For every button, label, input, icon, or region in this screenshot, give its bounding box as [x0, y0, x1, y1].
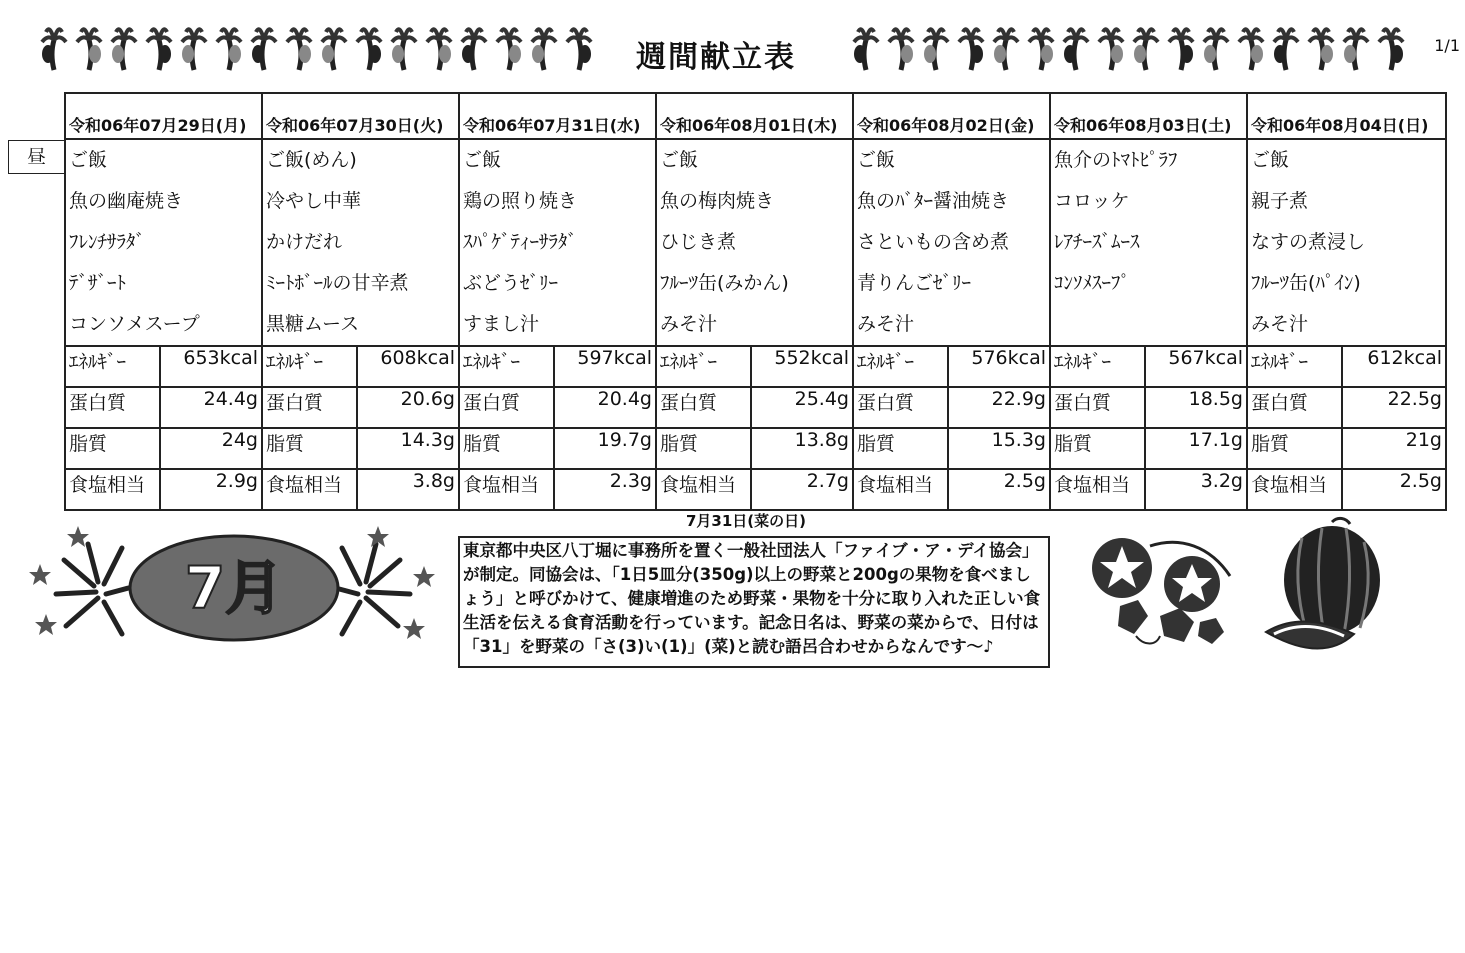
palm-tree-border-left [40, 20, 610, 76]
month-badge [130, 536, 338, 640]
palm-tree-icon [462, 29, 486, 70]
energy-label: ｴﾈﾙｷﾞｰ [262, 346, 357, 387]
menu-item: ﾐｰﾄﾎﾞｰﾙの甘辛煮 [266, 272, 409, 294]
salt-value: 3.2g [1145, 469, 1247, 510]
menu-item: ﾌﾚﾝﾁｻﾗﾀﾞ [69, 231, 146, 253]
salt-label: 食塩相当 [1050, 469, 1145, 510]
protein-value: 18.5g [1145, 387, 1247, 428]
date-cell: 令和06年07月29日(月) [65, 93, 262, 139]
fat-value: 14.3g [357, 428, 459, 469]
menu-cell [853, 139, 1050, 346]
salt-value: 2.5g [1342, 469, 1446, 510]
menu-item: みそ汁 [1251, 313, 1309, 335]
protein-value: 20.4g [554, 387, 656, 428]
menu-item: 黒糖ムース [266, 313, 360, 335]
protein-label: 蛋白質 [853, 387, 948, 428]
palm-tree-icon [427, 29, 451, 70]
protein-value: 25.4g [751, 387, 853, 428]
fat-value: 17.1g [1145, 428, 1247, 469]
protein-row [65, 387, 1446, 428]
palm-tree-icon [854, 29, 878, 70]
palm-tree-icon [1029, 29, 1053, 70]
july-badge-illustration [26, 522, 442, 650]
palm-tree-icon [147, 29, 171, 70]
palm-tree-icon [1064, 29, 1088, 70]
menu-item: 冷やし中華 [266, 190, 362, 212]
palm-tree-border-right [852, 20, 1422, 76]
menu-item: コロッケ [1054, 190, 1130, 212]
palm-tree-icon [1134, 29, 1158, 70]
menu-item: ご飯(めん) [266, 149, 357, 171]
palm-tree-icon [1309, 29, 1333, 70]
menu-item: ｽﾊﾟｹﾞﾃｨｰｻﾗﾀﾞ [463, 231, 578, 253]
energy-value: 576kcal [948, 346, 1050, 387]
menu-cell [65, 139, 262, 346]
menu-item: 青りんごｾﾞﾘｰ [857, 272, 972, 294]
protein-label: 蛋白質 [1050, 387, 1145, 428]
menu-cell [1050, 139, 1247, 346]
menu-item: ぶどうｾﾞﾘｰ [463, 272, 559, 294]
palm-tree-icon [1274, 29, 1298, 70]
palm-tree-icon [182, 29, 206, 70]
menu-item: ﾌﾙｰﾂ缶(みかん) [660, 272, 789, 294]
menu-item [1054, 304, 1243, 345]
note-text-box: 東京都中央区八丁堀に事務所を置く一般社団法人「ファイブ・ア・デイ協会」が制定。同協会は、「1日5皿分(350g)以上の野菜と200gの果物を食べましょう」と呼びかけて、健康増進のため野菜・果物を十分に取り入れた正しい食生活を伝える食育活動を行っています。記念日名は、野菜の菜からで、日付は「31」を野菜の「さ(3)い(1)」(菜)と読む語呂合わせからなんです～♪ [458, 536, 1050, 668]
energy-value: 567kcal [1145, 346, 1247, 387]
energy-value: 612kcal [1342, 346, 1446, 387]
fat-value: 15.3g [948, 428, 1050, 469]
weekly-menu-table [64, 92, 1447, 511]
menu-cell [262, 139, 459, 346]
menu-item: 親子煮 [1251, 190, 1309, 212]
menu-item: さといもの含め煮 [857, 231, 1010, 253]
watermelon-icon [1262, 514, 1386, 664]
palm-tree-icon [994, 29, 1018, 70]
menu-item: ﾌﾙｰﾂ缶(ﾊﾟｲﾝ) [1251, 272, 1361, 294]
protein-value: 20.6g [357, 387, 459, 428]
palm-tree-icon [959, 29, 983, 70]
palm-tree-icon [357, 29, 381, 70]
salt-value: 2.7g [751, 469, 853, 510]
menu-cell [656, 139, 853, 346]
menu-cell [1247, 139, 1446, 346]
date-cell: 令和06年08月04日(日) [1247, 93, 1446, 139]
energy-value: 597kcal [554, 346, 656, 387]
menu-item: 魚の梅肉焼き [660, 190, 775, 212]
energy-label: ｴﾈﾙｷﾞｰ [1247, 346, 1342, 387]
protein-label: 蛋白質 [1247, 387, 1342, 428]
firework-right-icon [328, 544, 410, 634]
menu-item: ﾚｱﾁｰｽﾞﾑｰｽ [1054, 231, 1140, 253]
menu-item: 魚のﾊﾞﾀｰ醤油焼き [857, 190, 1010, 212]
page-title: 週間献立表 [636, 40, 796, 75]
protein-label: 蛋白質 [262, 387, 357, 428]
menu-item: ご飯 [463, 149, 502, 171]
salt-label: 食塩相当 [853, 469, 948, 510]
menu-item: ご飯 [1251, 149, 1290, 171]
salt-label: 食塩相当 [262, 469, 357, 510]
palm-tree-icon [532, 29, 556, 70]
energy-row [65, 346, 1446, 387]
date-cell: 令和06年08月02日(金) [853, 93, 1050, 139]
fat-label: 脂質 [459, 428, 554, 469]
menu-item: コンソメスープ [69, 313, 200, 335]
menu-item: 魚の幽庵焼き [69, 190, 184, 212]
palm-tree-icon [1099, 29, 1123, 70]
morning-glory-icon [1080, 526, 1240, 656]
fat-label: 脂質 [1247, 428, 1342, 469]
palm-tree-icon [1239, 29, 1263, 70]
date-cell: 令和06年08月03日(土) [1050, 93, 1247, 139]
date-cell: 令和06年08月01日(木) [656, 93, 853, 139]
menu-item: ﾃﾞｻﾞｰﾄ [69, 272, 127, 294]
energy-label: ｴﾈﾙｷﾞｰ [853, 346, 948, 387]
fat-label: 脂質 [1050, 428, 1145, 469]
palm-tree-icon [1169, 29, 1193, 70]
energy-label: ｴﾈﾙｷﾞｰ [459, 346, 554, 387]
protein-label: 蛋白質 [65, 387, 160, 428]
fat-label: 脂質 [656, 428, 751, 469]
note-caption: 7月31日(菜の日) [686, 512, 807, 530]
menu-item: みそ汁 [660, 313, 718, 335]
palm-tree-icon [322, 29, 346, 70]
fat-label: 脂質 [65, 428, 160, 469]
salt-row [65, 469, 1446, 510]
palm-tree-icon [287, 29, 311, 70]
energy-label: ｴﾈﾙｷﾞｰ [1050, 346, 1145, 387]
palm-tree-icon [1379, 29, 1403, 70]
salt-label: 食塩相当 [65, 469, 160, 510]
energy-value: 552kcal [751, 346, 853, 387]
menu-item: ひじき煮 [660, 231, 737, 253]
fat-value: 21g [1342, 428, 1446, 469]
menu-item: ご飯 [857, 149, 896, 171]
salt-value: 2.5g [948, 469, 1050, 510]
page-number: 1/1 [1434, 36, 1460, 55]
energy-label: ｴﾈﾙｷﾞｰ [65, 346, 160, 387]
palm-tree-icon [567, 29, 591, 70]
protein-label: 蛋白質 [459, 387, 554, 428]
fat-row [65, 428, 1446, 469]
menu-cell [459, 139, 656, 346]
palm-tree-icon [497, 29, 521, 70]
palm-tree-icon [252, 29, 276, 70]
energy-value: 653kcal [160, 346, 262, 387]
protein-label: 蛋白質 [656, 387, 751, 428]
energy-value: 608kcal [357, 346, 459, 387]
protein-value: 22.9g [948, 387, 1050, 428]
salt-value: 3.8g [357, 469, 459, 510]
date-cell: 令和06年07月31日(水) [459, 93, 656, 139]
palm-tree-icon [112, 29, 136, 70]
date-cell: 令和06年07月30日(火) [262, 93, 459, 139]
fat-label: 脂質 [262, 428, 357, 469]
fat-value: 19.7g [554, 428, 656, 469]
meal-label-lunch: 昼 [8, 140, 64, 174]
palm-tree-icon [217, 29, 241, 70]
salt-label: 食塩相当 [656, 469, 751, 510]
salt-label: 食塩相当 [459, 469, 554, 510]
month-badge-text: 7月 [184, 554, 284, 622]
palm-tree-icon [42, 29, 66, 70]
page-header [40, 14, 1460, 74]
salt-value: 2.9g [160, 469, 262, 510]
fat-value: 24g [160, 428, 262, 469]
palm-tree-icon [924, 29, 948, 70]
menu-item: 魚介のﾄﾏﾄﾋﾟﾗﾌ [1054, 149, 1178, 171]
menu-item: ご飯 [69, 149, 108, 171]
palm-tree-icon [889, 29, 913, 70]
firework-left-icon [56, 544, 136, 634]
menu-item: ｺﾝｿﾒｽｰﾌﾟ [1054, 272, 1131, 294]
menu-item: すまし汁 [463, 313, 540, 335]
menu-item: 鶏の照り焼き [463, 190, 578, 212]
menu-row [65, 139, 1446, 346]
protein-value: 24.4g [160, 387, 262, 428]
salt-label: 食塩相当 [1247, 469, 1342, 510]
menu-item: なすの煮浸し [1251, 231, 1366, 253]
palm-tree-icon [77, 29, 101, 70]
salt-value: 2.3g [554, 469, 656, 510]
palm-tree-icon [392, 29, 416, 70]
date-row [65, 93, 1446, 139]
menu-item: みそ汁 [857, 313, 915, 335]
energy-label: ｴﾈﾙｷﾞｰ [656, 346, 751, 387]
fat-label: 脂質 [853, 428, 948, 469]
protein-value: 22.5g [1342, 387, 1446, 428]
palm-tree-icon [1204, 29, 1228, 70]
menu-item: かけだれ [266, 231, 343, 253]
fat-value: 13.8g [751, 428, 853, 469]
palm-tree-icon [1344, 29, 1368, 70]
menu-item: ご飯 [660, 149, 699, 171]
